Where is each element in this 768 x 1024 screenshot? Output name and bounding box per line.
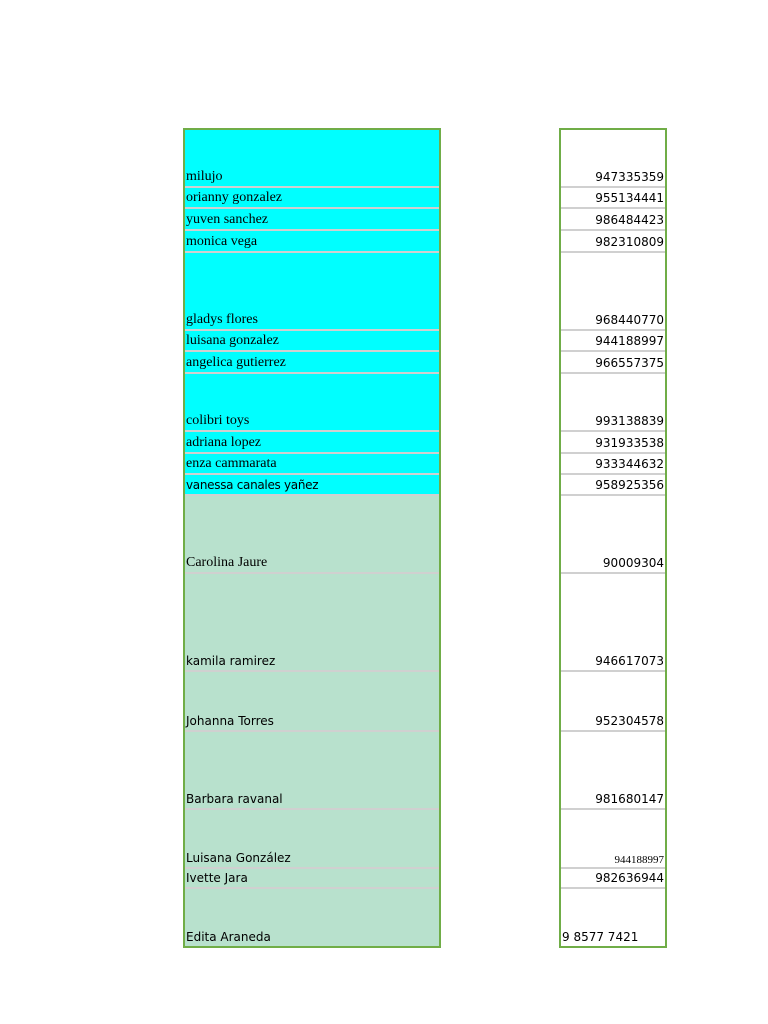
name-cell[interactable]: milujo xyxy=(185,130,439,188)
name-cell[interactable]: kamila ramirez xyxy=(185,574,439,672)
phone-cell[interactable]: 952304578 xyxy=(561,672,665,732)
phone-cell[interactable]: 986484423 xyxy=(561,209,665,231)
name-cell[interactable]: Carolina Jaure xyxy=(185,496,439,574)
name-cell[interactable]: Luisana González xyxy=(185,810,439,869)
phones-column xyxy=(559,128,667,948)
phone-cell[interactable]: 947335359 xyxy=(561,130,665,188)
phone-cell[interactable]: 933344632 xyxy=(561,454,665,475)
phone-cell[interactable]: 944188997 xyxy=(561,331,665,352)
phone-cell[interactable]: 968440770 xyxy=(561,253,665,331)
name-cell[interactable]: vanessa canales yañez xyxy=(185,475,439,496)
name-cell[interactable]: colibri toys xyxy=(185,374,439,432)
name-cell[interactable]: Barbara ravanal xyxy=(185,732,439,810)
phone-cell[interactable]: 946617073 xyxy=(561,574,665,672)
phone-cell[interactable]: 966557375 xyxy=(561,352,665,374)
phone-cell[interactable]: 982310809 xyxy=(561,231,665,253)
name-cell[interactable]: monica vega xyxy=(185,231,439,253)
name-cell[interactable]: luisana gonzalez xyxy=(185,331,439,352)
phone-cell[interactable]: 9 8577 7421 xyxy=(561,889,665,946)
name-cell[interactable]: yuven sanchez xyxy=(185,209,439,231)
phone-cell[interactable]: 944188997 xyxy=(561,810,665,869)
phone-cell[interactable]: 931933538 xyxy=(561,432,665,454)
phone-cell[interactable]: 958925356 xyxy=(561,475,665,496)
name-cell[interactable]: enza cammarata xyxy=(185,454,439,475)
name-cell[interactable]: adriana lopez xyxy=(185,432,439,454)
name-cell[interactable]: Edita Araneda xyxy=(185,889,439,946)
name-cell[interactable]: orianny gonzalez xyxy=(185,188,439,209)
phone-cell[interactable]: 90009304 xyxy=(561,496,665,574)
phone-cell[interactable]: 982636944 xyxy=(561,869,665,889)
name-cell[interactable]: Ivette Jara xyxy=(185,869,439,889)
phone-cell[interactable]: 993138839 xyxy=(561,374,665,432)
names-column xyxy=(183,128,441,948)
name-cell[interactable]: Johanna Torres xyxy=(185,672,439,732)
name-cell[interactable]: angelica gutierrez xyxy=(185,352,439,374)
phone-cell[interactable]: 981680147 xyxy=(561,732,665,810)
phone-cell[interactable]: 955134441 xyxy=(561,188,665,209)
name-cell[interactable]: gladys flores xyxy=(185,253,439,331)
